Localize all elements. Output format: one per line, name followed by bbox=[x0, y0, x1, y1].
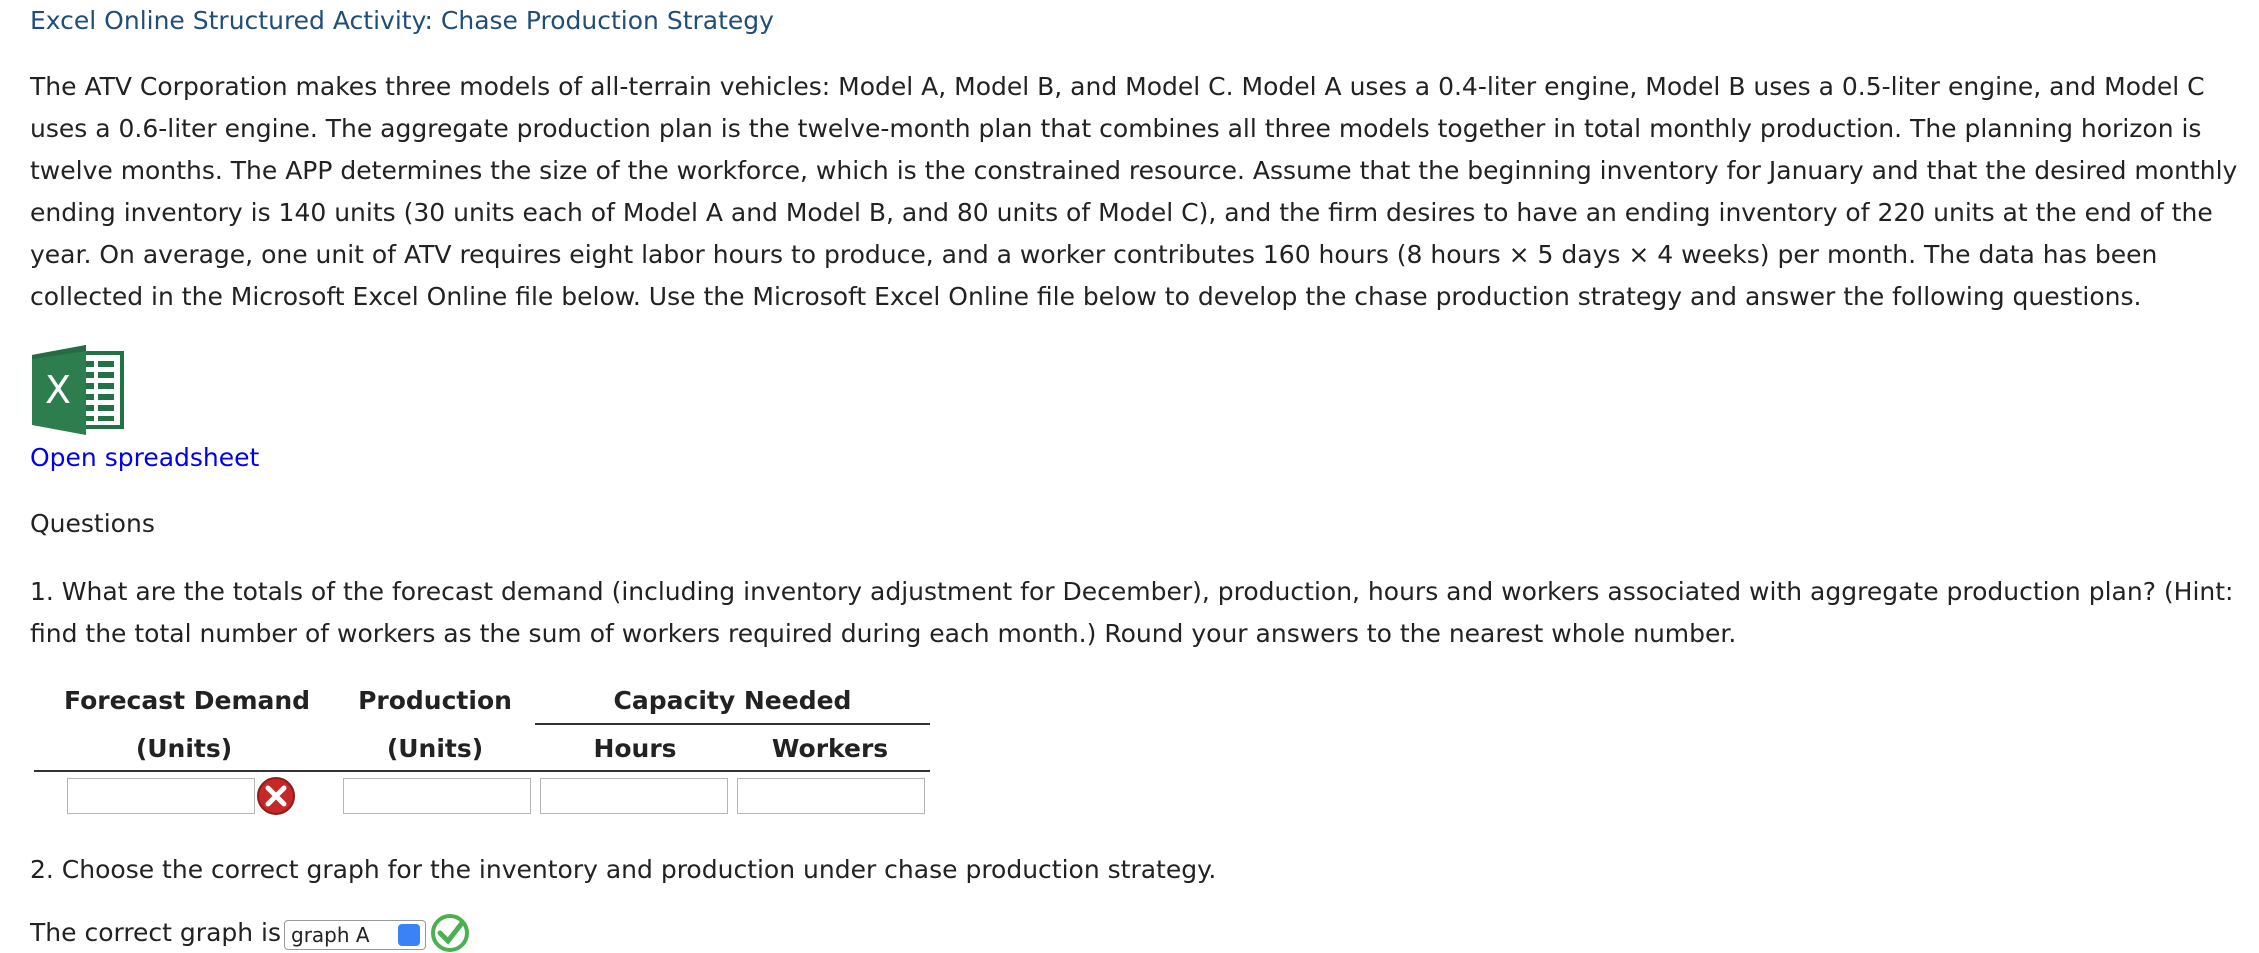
question-3-prefix: The correct graph is bbox=[30, 918, 282, 947]
capacity-group-underline bbox=[535, 723, 930, 725]
questions-heading: Questions bbox=[30, 509, 155, 538]
graph-select-dropdown[interactable]: graph A bbox=[284, 920, 426, 950]
workers-input[interactable] bbox=[737, 778, 925, 814]
svg-text:X: X bbox=[44, 368, 72, 412]
table-header-underline bbox=[34, 770, 930, 772]
col-forecast-units-label: (Units) bbox=[135, 734, 233, 763]
question-1-text: 1. What are the totals of the forecast demand (including inventory adjustment for December), production, hours and workers associated with aggregate production plan? (Hint: find the total number of workers as the sum of workers required during each month.) Round your answers to the nearest whole number. bbox=[30, 577, 2234, 648]
col-forecast-demand-label: Forecast Demand bbox=[64, 686, 311, 715]
forecast-demand-input[interactable] bbox=[67, 778, 255, 814]
chevron-down-icon[interactable] bbox=[398, 924, 420, 946]
col-capacity-needed-label: Capacity Needed bbox=[613, 686, 852, 715]
excel-icon[interactable] bbox=[30, 345, 126, 435]
col-workers-label: Workers bbox=[771, 734, 889, 763]
question-2-text: 2. Choose the correct graph for the inventory and production under chase production strategy. bbox=[30, 855, 1217, 884]
production-input[interactable] bbox=[343, 778, 531, 814]
col-hours-label: Hours bbox=[593, 734, 677, 763]
correct-check-icon bbox=[430, 913, 470, 953]
incorrect-x-icon bbox=[256, 776, 296, 816]
col-production-label: Production bbox=[358, 686, 512, 715]
activity-title: Excel Online Structured Activity: Chase Production Strategy bbox=[30, 6, 774, 35]
open-spreadsheet-link[interactable]: Open spreadsheet bbox=[30, 443, 260, 472]
intro-paragraph: The ATV Corporation makes three models of all-terrain vehicles: Model A, Model B, and Model C. Model A uses a 0.4-liter engine, Model B uses a 0.5-liter engine, and Model C uses a 0.6-liter engine. The aggregate production plan is the twelve-month plan that combines all three models together in total monthly production. The planning horizon is twelve months. The APP determines the size of the workforce, which is the constrained resource. Assume that the beginning inventory for January and that the desired monthly ending inventory is 140 units (30 units each of Model A and Model B, and 80 units of Model C), and the firm desires to have an ending inventory of 220 units at the end of the year. On average, one unit of ATV requires eight labor hours to produce, and a worker contributes 160 hours (8 hours × 5 days × 4 weeks) per month. The data has been collected in the Microsoft Excel Online file below. Use the Microsoft Excel Online file below to develop the chase production strategy and answer the following questions. bbox=[30, 72, 2238, 311]
col-production-units-label: (Units) bbox=[386, 734, 484, 763]
hours-input[interactable] bbox=[540, 778, 728, 814]
